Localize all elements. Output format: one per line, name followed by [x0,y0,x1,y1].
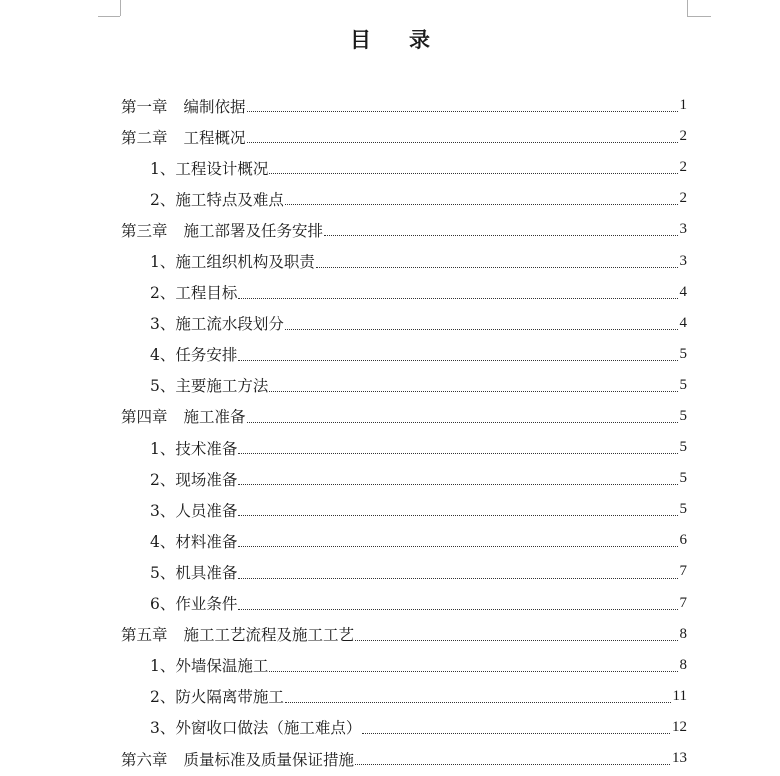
toc-dot-leader [238,453,677,454]
toc-page-number: 7 [679,594,687,611]
toc-entry-number: 2、 [150,470,176,489]
toc-dot-leader [355,764,670,765]
toc-entry-title: 作业条件 [175,595,238,614]
toc-page-number: 8 [679,625,687,642]
toc-page-number: 3 [679,221,687,238]
toc-page-number: 2 [679,190,687,207]
toc-section-entry[interactable] [121,556,687,587]
toc-section-entry[interactable] [121,588,687,619]
toc-section-entry[interactable] [121,183,687,214]
toc-section-entry[interactable] [121,494,687,525]
toc-page-number: 2 [679,159,687,176]
toc-chapter-entry[interactable] [121,121,687,152]
toc-section-entry[interactable] [121,681,687,712]
toc-section-entry[interactable] [121,650,687,681]
toc-entry-title: 施工部署及任务安排 [183,221,324,240]
toc-dot-leader [238,546,677,547]
toc-entry-title: 施工准备 [183,408,246,427]
toc-entry-title: 防火隔离带施工 [175,688,284,707]
toc-page-number: 5 [679,376,687,393]
toc-entry-title: 施工特点及难点 [175,190,284,209]
toc-chapter-entry[interactable] [121,743,687,774]
toc-page-number: 5 [679,345,687,362]
toc-dot-leader [362,733,670,734]
toc-entry-number: 1、 [150,159,176,178]
toc-chapter-entry[interactable] [121,214,687,245]
toc-entry-title: 施工流水段划分 [175,315,284,334]
toc-dot-leader [238,484,677,485]
toc-entry-number: 1、 [150,253,176,272]
toc-title: 目录 [350,27,468,52]
toc-entry-title: 任务安排 [175,346,238,365]
toc-dot-leader [324,235,677,236]
toc-entry-number: 第五章 [121,626,168,645]
toc-dot-leader [285,204,678,205]
toc-section-entry[interactable] [121,712,687,743]
toc-entry-number: 4、 [150,346,176,365]
toc-entry-title: 工程概况 [183,128,246,147]
toc-dot-leader [269,671,677,672]
toc-page-number: 1 [679,97,687,114]
toc-dot-leader [269,173,677,174]
toc-section-entry[interactable] [121,432,687,463]
toc-dot-leader [238,515,677,516]
toc-entry-title: 施工组织机构及职责 [175,253,315,272]
toc-entry-title: 主要施工方法 [175,377,269,396]
toc-page-number: 5 [679,501,687,518]
toc-section-entry[interactable] [121,308,687,339]
toc-entry-number: 3、 [150,315,176,334]
toc-dot-leader [285,329,678,330]
toc-page-number: 5 [679,439,687,456]
toc-chapter-entry[interactable] [121,401,687,432]
margin-mark-top-left-vertical [120,0,121,16]
toc-entry-title: 人员准备 [175,501,238,520]
toc-entry-number: 第四章 [121,408,168,427]
toc-entry-title: 材料准备 [175,532,238,551]
toc-page-number: 4 [679,283,687,300]
toc-page-number: 5 [679,407,687,424]
toc-entry-number: 第二章 [121,128,168,147]
toc-page-number: 6 [679,532,687,549]
toc-page-number: 8 [679,656,687,673]
toc-entry-title: 外墙保温施工 [175,657,269,676]
toc-entry-title: 技术准备 [175,439,238,458]
toc-dot-leader [238,609,677,610]
margin-mark-top-left-horizontal [98,16,120,17]
toc-section-entry[interactable] [121,277,687,308]
toc-dot-leader [285,702,671,703]
toc-page-number: 4 [679,314,687,331]
toc-section-entry[interactable] [121,339,687,370]
toc-page-number: 2 [679,128,687,145]
toc-entry-title: 工程目标 [175,284,238,303]
toc-chapter-entry[interactable] [121,619,687,650]
toc-page-number: 3 [679,252,687,269]
toc-page-number: 5 [679,470,687,487]
toc-dot-leader [247,142,678,143]
margin-mark-top-right-horizontal [687,16,711,17]
toc-section-entry[interactable] [121,525,687,556]
toc-dot-leader [269,391,677,392]
toc-dot-leader [247,111,678,112]
toc-page-number: 11 [672,687,687,704]
toc-entry-number: 5、 [150,377,176,396]
toc-dot-leader [316,267,678,268]
toc-section-entry[interactable] [121,245,687,276]
toc-page-number: 12 [672,718,687,735]
toc-entry-number: 1、 [150,657,176,676]
toc-section-entry[interactable] [121,370,687,401]
toc-entry-title: 机具准备 [175,563,238,582]
toc-section-entry[interactable] [121,152,687,183]
toc-entry-number: 3、 [150,501,176,520]
toc-entry-title: 施工工艺流程及施工工艺 [183,626,355,645]
toc-dot-leader [247,422,678,423]
toc-section-entry[interactable] [121,463,687,494]
toc-entry-number: 6、 [150,595,176,614]
toc-entry-number: 第一章 [121,97,168,116]
toc-entry-number: 第三章 [121,221,168,240]
toc-entry-number: 2、 [150,688,176,707]
toc-dot-leader [238,298,677,299]
table-of-contents [121,90,687,774]
toc-entry-number: 2、 [150,190,176,209]
toc-entry-number: 3、 [150,719,176,738]
toc-entry-number: 5、 [150,563,176,582]
toc-entry-number: 1、 [150,439,176,458]
toc-entry-title: 现场准备 [175,470,238,489]
toc-entry-title: 外窗收口做法（施工难点） [175,719,362,738]
toc-entry-number: 第六章 [121,750,168,769]
toc-entry-title: 编制依据 [183,97,246,116]
toc-chapter-entry[interactable] [121,90,687,121]
toc-page-number: 13 [672,750,687,767]
toc-dot-leader [238,578,677,579]
toc-dot-leader [355,640,677,641]
toc-dot-leader [238,360,677,361]
margin-mark-top-right-vertical [687,0,688,16]
toc-entry-title: 质量标准及质量保证措施 [183,750,355,769]
toc-entry-number: 2、 [150,284,176,303]
toc-entry-title: 工程设计概况 [175,159,269,178]
toc-entry-number: 4、 [150,532,176,551]
toc-page-number: 7 [679,563,687,580]
